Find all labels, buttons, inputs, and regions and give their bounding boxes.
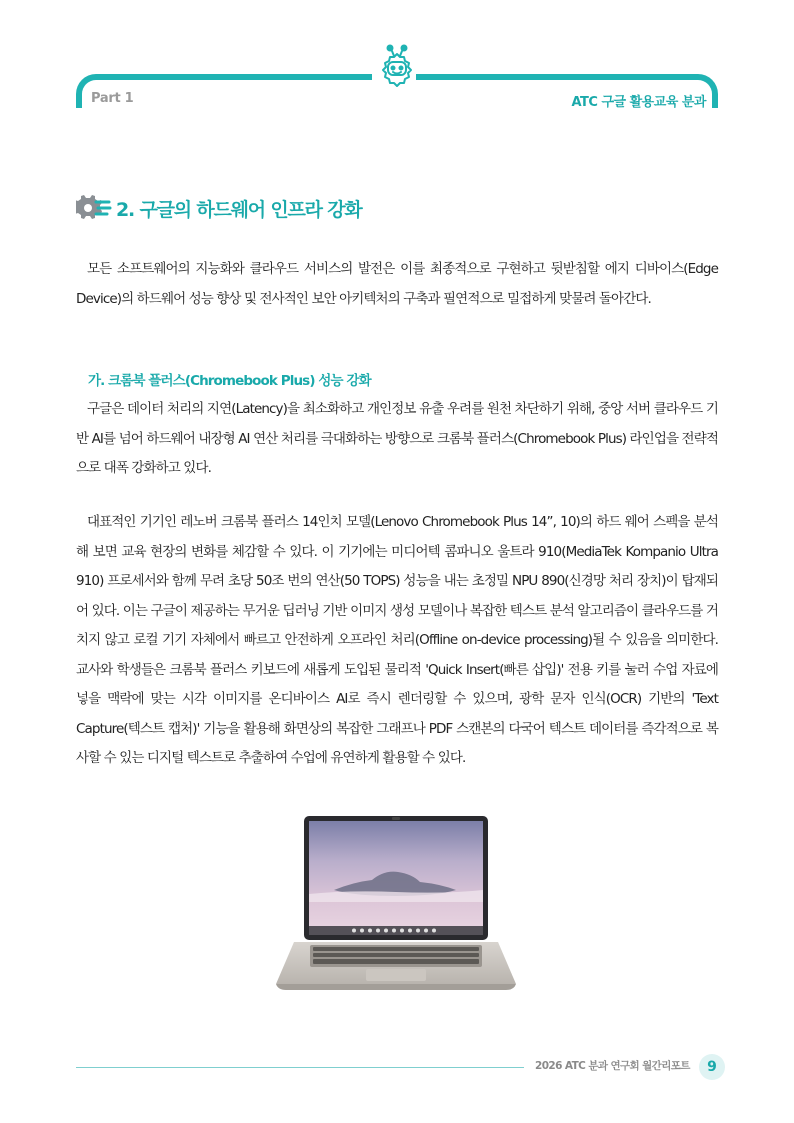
- detail-paragraph: 대표적인 기기인 레노버 크롬북 플러스 14인치 모델(Lenovo Chromebook Plus 14”, 10)의 하드 웨어 스펙을 분석해 보면 교육 현장의 변화를 체감할 수 있다. 이 기기에는 미디어텍 콤파니오 울트라 910(MediaTek Kompanio Ultra 910) 프로세서와 함께 무려 초당 50조 번의 연산(50 TOPS) 성능을 내는 초정밀 NPU 890(신경망 처리 장치)이 탑재되어 있다. 이는 구글이 제공하는 무거운 딥러닝 기반 이미지 생성 모델이나 복잡한 텍스트 분석 알고리즘이 클라우드를 거치지 않고 로컬 기기 자체에서 빠르고 안전하게 오프라인 처리(Offline on-device processing)될 수 있음을 의미한다. 교사와 학생들은 크롬북 플러스 키보드에 새롭게 도입된 물리적 'Quick Insert(빠른 삽입)' 전용 키를 눌러 수업 자료에 넣을 맥락에 맞는 시각 이미지를 온디바이스 AI로 즉시 렌더링할 수 있으며, 광학 문자 인식(OCR) 기반의 'Text Capture(텍스트 캡처)' 기능을 활용해 화면상의 복잡한 그래프나 PDF 스캔본의 다국어 텍스트 데이터를 즉각적으로 복사할 수 있는 디지털 텍스트로 추출하여 수업에 유연하게 활용할 수 있다.: [76, 514, 718, 766]
- section-title: [76, 192, 362, 224]
- section-category-label: ATC 구글 활용교육 분과: [571, 95, 706, 110]
- page-number: 9: [699, 1054, 725, 1080]
- subsection-paragraph: 구글은 데이터 처리의 지연(Latency)을 최소화하고 개인정보 유출 우려를 원천 차단하기 위해, 중앙 서버 클라우드 기반 AI를 넘어 하드웨어 내장형 AI 연산 처리를 극대화하는 방향으로 크롬북 플러스(Chromebook Plus) 라인업을 전략적으로 대폭 강화하고 있다.: [76, 401, 718, 476]
- part-label: Part 1: [91, 91, 134, 106]
- footer-divider: [76, 1067, 524, 1068]
- robot-icon: [376, 44, 418, 88]
- subsection-heading: 가. 크롬북 플러스(Chromebook Plus) 성능 강화: [88, 373, 371, 389]
- intro-paragraph: 모든 소프트웨어의 지능화와 클라우드 서비스의 발전은 이를 최종적으로 구현하고 뒷받침할 에지 디바이스(Edge Device)의 하드웨어 성능 향상 및 전사적인 보안 아키텍처의 구축과 필연적으로 밀접하게 맞물려 돌아간다.: [76, 261, 718, 307]
- laptop-image: [274, 812, 518, 994]
- footer-publication: 2026 ATC 분과 연구회 월간리포트: [535, 1060, 690, 1072]
- gear-icon: [76, 192, 112, 224]
- section-heading: 2. 구글의 하드웨어 인프라 강화: [116, 198, 362, 221]
